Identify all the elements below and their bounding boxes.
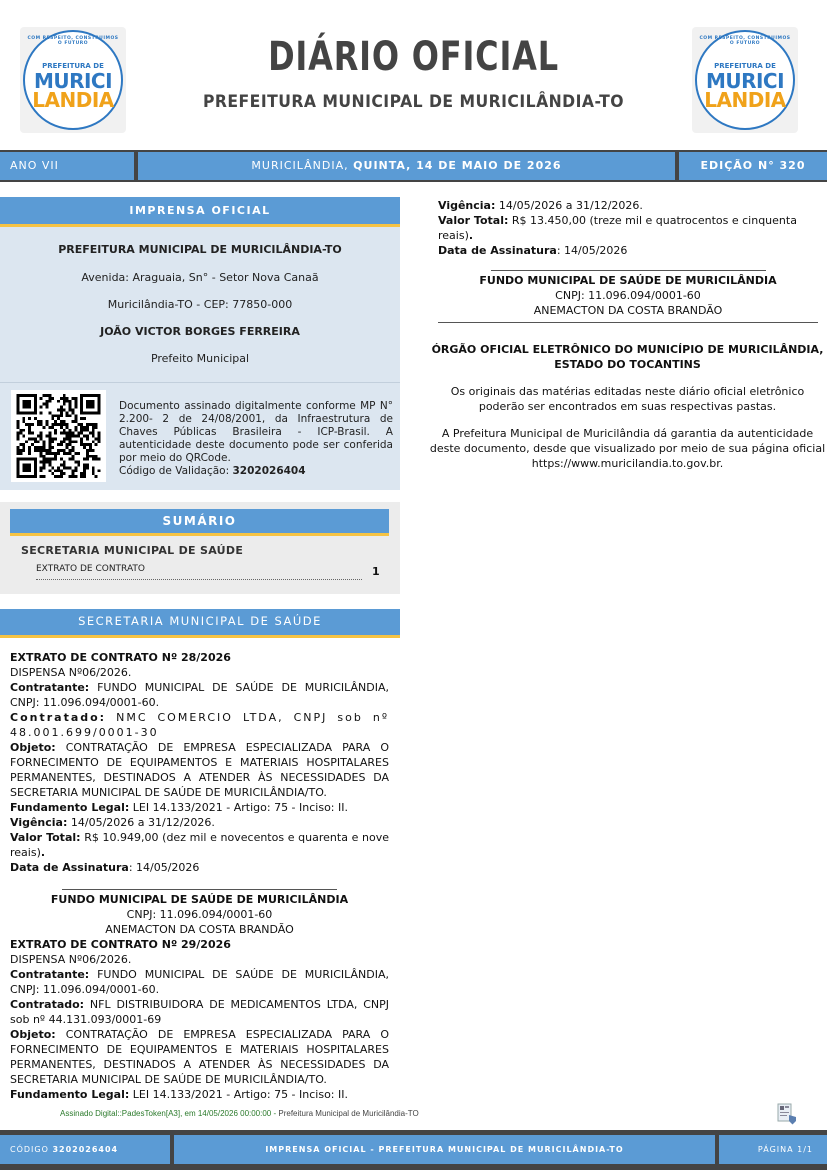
signature-line (62, 889, 337, 890)
contract1-title: EXTRATO DE CONTRATO Nº 28/2026 (10, 651, 231, 664)
contract1-fundamento (10, 800, 389, 815)
imprensa-title: IMPRENSA OFICIAL (0, 197, 400, 227)
left-column (10, 650, 389, 1102)
value: NFL DISTRIBUIDORA DE MEDICAMENTOS LTDA, CNPJ sob nº 44.131.093/0001-69 (10, 998, 389, 1026)
municipality-logo-left (20, 27, 126, 133)
label: Fundamento Legal: (10, 801, 130, 814)
validation-label: Código de Validação: (119, 465, 230, 477)
prefeitura-name: PREFEITURA MUNICIPAL DE MURICILÂNDIA-TO (58, 243, 342, 256)
digital-signature-stamp (60, 1109, 419, 1118)
label: Contratado: (10, 711, 107, 724)
contract1-sign-name: ANEMACTON DA COSTA BRANDÃO (105, 923, 294, 936)
contract2-assinatura (438, 243, 818, 258)
signature-statement: Documento assinado digitalmente conforme MP N° 2.200- 2 de 24/08/2001, da Infraestrutura de Chaves Públicas Brasileira - ICP-Brasil. A autenticidade deste documento pode ser conferida por meio do QRCode. (119, 400, 393, 464)
logo-line2: LANDIA (704, 88, 786, 112)
signed-org: Prefeitura Municipal de Muricilândia-TO (278, 1109, 419, 1118)
value: 14/05/2026 a 31/12/2026. (70, 816, 215, 829)
logo-line2: LANDIA (32, 88, 114, 112)
summary-box (0, 502, 400, 594)
orgao-paragraph-1: Os originais das matérias editadas neste diário oficial eletrônico poderão ser encontrados em suas respectivas pastas. (450, 385, 805, 413)
logo-small-text: PREFEITURA DE (42, 62, 104, 70)
signature-line (491, 270, 766, 271)
validation-code: 3202026404 (232, 465, 306, 477)
contract1-dispensa: DISPENSA Nº06/2026. (10, 666, 132, 679)
contract1-sign-cnpj: CNPJ: 11.096.094/0001-60 (126, 908, 273, 921)
label: Vigência: (10, 816, 68, 829)
section-header: SECRETARIA MUNICIPAL DE SAÚDE (0, 609, 400, 638)
label: Contratante: (10, 968, 90, 981)
contract2-sign-name: ANEMACTON DA COSTA BRANDÃO (533, 304, 723, 317)
logo-line1: MURICI (33, 69, 113, 93)
digital-signature-text (119, 400, 393, 478)
contract2-title: EXTRATO DE CONTRATO Nº 29/2026 (10, 938, 231, 951)
certificate-icon[interactable] (777, 1103, 797, 1125)
label: Vigência: (438, 199, 496, 212)
edition-date (138, 152, 675, 180)
summary-section: SECRETARIA MUNICIPAL DE SAÚDE (21, 544, 244, 557)
contract2-sign-cnpj: CNPJ: 11.096.094/0001-60 (555, 289, 701, 302)
qr-code[interactable] (11, 390, 106, 482)
footer-code-label: CÓDIGO (10, 1145, 49, 1154)
edition-date-text: QUINTA, 14 DE MAIO DE 2026 (353, 159, 562, 172)
label: Contratado: (10, 998, 85, 1011)
value: CONTRATAÇÃO DE EMPRESA ESPECIALIZADA PARA O FORNECIMENTO DE EQUIPAMENTOS E MATERIAIS HOSPITALARES PERMANENTES, DESTINADOS A ATENDER ÀS NECESSIDADES DA SECRETARIA MUNICIPAL DE SAÚDE DE MURICILÂNDIA/TO. (10, 741, 389, 799)
contract1-assinatura (10, 860, 389, 875)
contract1-objeto (10, 740, 389, 800)
municipality-logo-right (692, 27, 798, 133)
value: FUNDO MUNICIPAL DE SAÚDE DE MURICILÂNDIA, CNPJ: 11.096.094/0001-60. (10, 681, 389, 709)
logo-ring-text: COM RESPEITO, CONSTRUIMOS O FUTURO (699, 36, 791, 46)
edition-bar (0, 150, 827, 182)
divider (0, 382, 400, 383)
footer-code-value: 3202026404 (52, 1145, 119, 1154)
logo-ring-text: COM RESPEITO, CONSTRUIMOS O FUTURO (27, 36, 119, 46)
edition-city: MURICILÂNDIA, (251, 159, 349, 172)
signed-by: Assinado Digital::PadesToken[A3], em 14/05/2026 00:00:00 - (60, 1109, 277, 1118)
page-footer (0, 1130, 827, 1170)
value: 14/05/2026 a 31/12/2026. (498, 199, 643, 212)
contract1-contratado (10, 710, 389, 740)
value: : 14/05/2026 (556, 244, 628, 257)
value: CONTRATAÇÃO DE EMPRESA ESPECIALIZADA PARA O FORNECIMENTO DE EQUIPAMENTOS E MATERIAIS HOSPITALARES PERMANENTES, DESTINADOS A ATENDER ÀS NECESSIDADES DA SECRETARIA MUNICIPAL DE SAÚDE DE MURICILÂNDIA/TO. (10, 1028, 389, 1086)
contract1-valor: Valor Total: R$ 10.949,00 (dez mil e novecentos e quarenta e nove reais). (10, 831, 390, 859)
prefeito-role: Prefeito Municipal (150, 352, 250, 365)
edition-year: ANO VII (0, 152, 134, 180)
value: : 14/05/2026 (128, 861, 200, 874)
qr-code-icon (15, 394, 102, 478)
label: Data de Assinatura (438, 244, 557, 257)
label: Data de Assinatura (10, 861, 129, 874)
value: NMC COMERCIO LTDA, CNPJ sob nº 48.001.699/0001-30 (10, 711, 390, 739)
value: FUNDO MUNICIPAL DE SAÚDE DE MURICILÂNDIA, CNPJ: 11.096.094/0001-60. (10, 968, 389, 996)
orgao-block (428, 342, 827, 471)
logo-ring (23, 30, 123, 130)
label: Contratante: (10, 681, 90, 694)
page-title: DIÁRIO OFICIAL (268, 34, 559, 80)
orgao-title: ÓRGÃO OFICIAL ELETRÔNICO DO MUNICÍPIO DE MURICILÂNDIA, ESTADO DO TOCANTINS (431, 343, 824, 371)
page-subtitle: PREFEITURA MUNICIPAL DE MURICILÂNDIA-TO (202, 92, 625, 112)
prefeitura-city-cep: Muricilândia-TO - CEP: 77850-000 (107, 298, 293, 311)
footer-page: PÁGINA 1/1 (719, 1135, 827, 1164)
contract1-sign-org: FUNDO MUNICIPAL DE SAÚDE DE MURICILÂNDIA (50, 893, 349, 906)
divider (438, 322, 818, 323)
contract1-vigencia (10, 815, 389, 830)
label: Valor Total: (10, 831, 81, 844)
summary-item-page: 1 (372, 565, 380, 578)
imprensa-panel (0, 197, 400, 490)
label: Objeto: (10, 741, 56, 754)
contract2-contratado (10, 997, 389, 1027)
edition-number: EDIÇÃO N° 320 (679, 152, 827, 180)
contract2-fundamento (10, 1087, 389, 1102)
footer-code (0, 1135, 170, 1164)
label: Objeto: (10, 1028, 56, 1041)
summary-title: SUMÁRIO (10, 509, 389, 536)
value: R$ 10.949,00 (dez mil e novecentos e quarenta e nove reais) (10, 831, 390, 859)
contract2-dispensa: DISPENSA Nº06/2026. (10, 953, 132, 966)
summary-item-link[interactable]: EXTRATO DE CONTRATO (36, 564, 145, 574)
label: Fundamento Legal: (10, 1088, 130, 1101)
logo-line1: MURICI (705, 69, 785, 93)
footer-center: IMPRENSA OFICIAL - PREFEITURA MUNICIPAL DE MURICILÂNDIA-TO (174, 1135, 715, 1164)
value: LEI 14.133/2021 - Artigo: 75 - Inciso: II. (132, 801, 348, 814)
contract2-objeto (10, 1027, 389, 1087)
logo-small-text: PREFEITURA DE (714, 62, 776, 70)
contract2-sign-org: FUNDO MUNICIPAL DE SAÚDE DE MURICILÂNDIA (479, 274, 777, 287)
right-column (438, 198, 818, 323)
logo-ring (695, 30, 795, 130)
contract1-contratante (10, 680, 389, 710)
prefeitura-address: Avenida: Araguaia, Sn° - Setor Nova Canaã (81, 271, 319, 284)
orgao-paragraph-2: A Prefeitura Municipal de Muricilândia dá garantia da autenticidade deste documento, desde que visualizado por meio de sua página oficial https://www.muricilandia.to.gov.br. (429, 427, 826, 470)
contract2-valor: Valor Total: R$ 13.450,00 (treze mil e quatrocentos e cinquenta reais). (438, 214, 797, 242)
contract2-contratante (10, 967, 389, 997)
label: Valor Total: (438, 214, 509, 227)
contract2-vigencia (438, 198, 818, 213)
summary-leader-dots (36, 579, 362, 580)
value: R$ 13.450,00 (treze mil e quatrocentos e cinquenta reais) (438, 214, 797, 242)
value: LEI 14.133/2021 - Artigo: 75 - Inciso: II. (132, 1088, 348, 1101)
prefeito-name: JOÃO VICTOR BORGES FERREIRA (100, 325, 300, 338)
